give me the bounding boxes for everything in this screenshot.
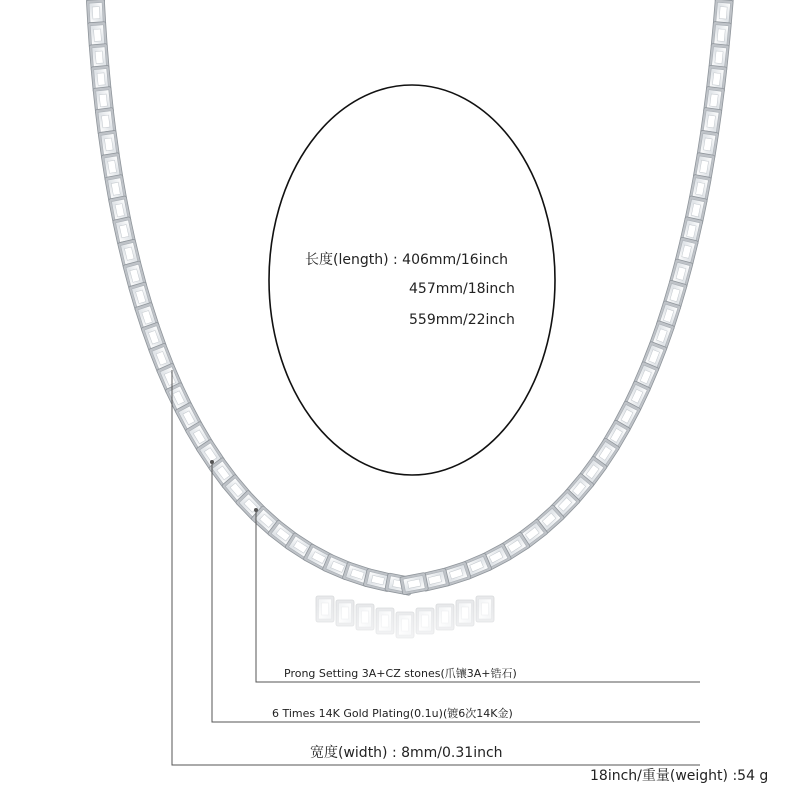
- width-label: 宽度(width) : 8mm/0.31inch: [310, 745, 503, 761]
- oval-frame: [269, 85, 555, 475]
- leader-dot-prong: [254, 508, 258, 512]
- necklace-chain: [85, 0, 735, 596]
- length-line-2: 457mm/18inch: [409, 281, 515, 297]
- plating-label: 6 Times 14K Gold Plating(0.1u)(镀6次14K金): [272, 707, 513, 720]
- leader-line-plating: [212, 462, 700, 722]
- leader-dot-plating: [210, 460, 214, 464]
- prong-setting-label: Prong Setting 3A+CZ stones(爪镶3A+锆石): [284, 667, 517, 680]
- length-line-1: 长度(length) : 406mm/16inch: [305, 252, 509, 268]
- weight-label: 18inch/重量(weight) :54 g: [590, 768, 769, 784]
- length-line-3: 559mm/22inch: [409, 312, 515, 328]
